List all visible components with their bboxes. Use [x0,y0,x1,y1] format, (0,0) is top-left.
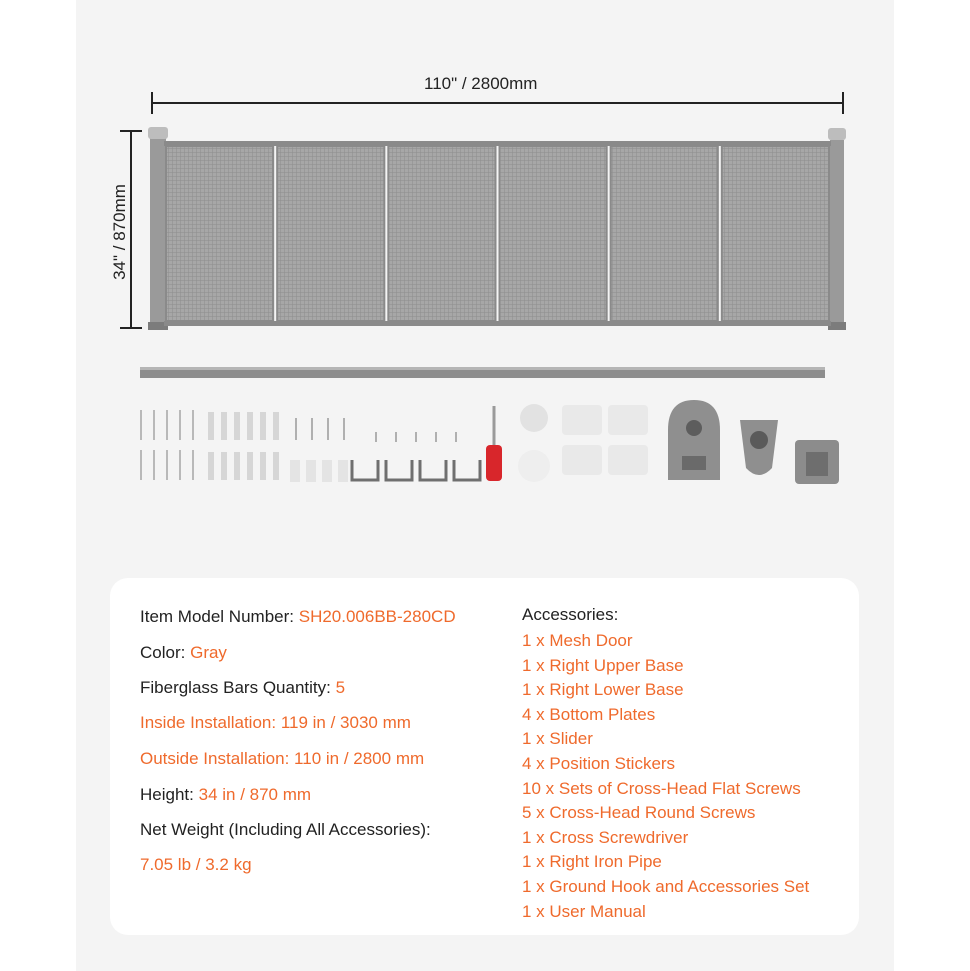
spec-height-value: 34 in / 870 mm [198,785,312,804]
accessory-item: 4 x Position Stickers [522,753,676,773]
spec-outside-value: 110 in / 2800 mm [294,749,425,768]
spec-bars-label: Fiberglass Bars Quantity: [140,678,331,697]
height-label: 34" / 870mm [110,184,129,280]
accessory-item: 1 x Mesh Door [522,631,633,650]
accessory-item: 10 x Sets of Cross-Head Flat Screws [522,778,801,798]
accessory-item: 1 x Slider [522,729,593,749]
bottom-plates-icon [352,460,480,480]
right-lower-base-icon [740,420,778,475]
spec-color-label: Color: [140,643,186,662]
right-upper-base-icon [668,400,720,480]
anchors-icon [208,412,279,480]
spec-inside-value: 119 in / 3030 mm [280,713,411,732]
accessory-item: 1 x Right Upper Base [522,655,684,675]
spec-color-value: Gray [190,643,227,662]
position-stickers-icon [562,405,648,475]
round-screws-icon [296,418,344,440]
accessory-item: 1 x User Manual [522,901,646,921]
spec-bars-value: 5 [335,678,346,697]
spec-outside-label: Outside Installation: [140,749,290,768]
spec-inside-label: Inside Installation: [140,713,277,732]
accessories-heading: Accessories: [522,605,619,624]
accessory-item: 1 x Cross Screwdriver [522,827,689,847]
accessory-item: 4 x Bottom Plates [522,704,656,724]
spec-model-label: Item Model Number: [140,607,294,626]
spec-model-value: SH20.006BB-280CD [298,607,456,626]
spec-bars [140,678,345,698]
spec-weight-label: Net Weight (Including All Accessories): [140,820,431,839]
spec-height [140,785,311,805]
spec-color [140,643,227,663]
accessories-list [522,629,809,924]
accessory-item: 1 x Ground Hook and Accessories Set [522,876,810,896]
accessory-item: 1 x Right Lower Base [522,680,684,700]
spec-weight-value: 7.05 lb / 3.2 kg [140,855,252,874]
screwdriver-icon [486,406,502,481]
width-label: 110" / 2800mm [424,74,538,93]
ground-hook-icon [795,440,839,484]
accessory-item: 1 x Right Iron Pipe [522,852,662,872]
spec-model [140,607,456,627]
spec-outside [140,749,424,769]
accessory-item: 5 x Cross-Head Round Screws [522,803,756,823]
spec-inside [140,713,411,733]
screws-icon [141,410,193,480]
spec-height-label: Height: [140,785,194,804]
